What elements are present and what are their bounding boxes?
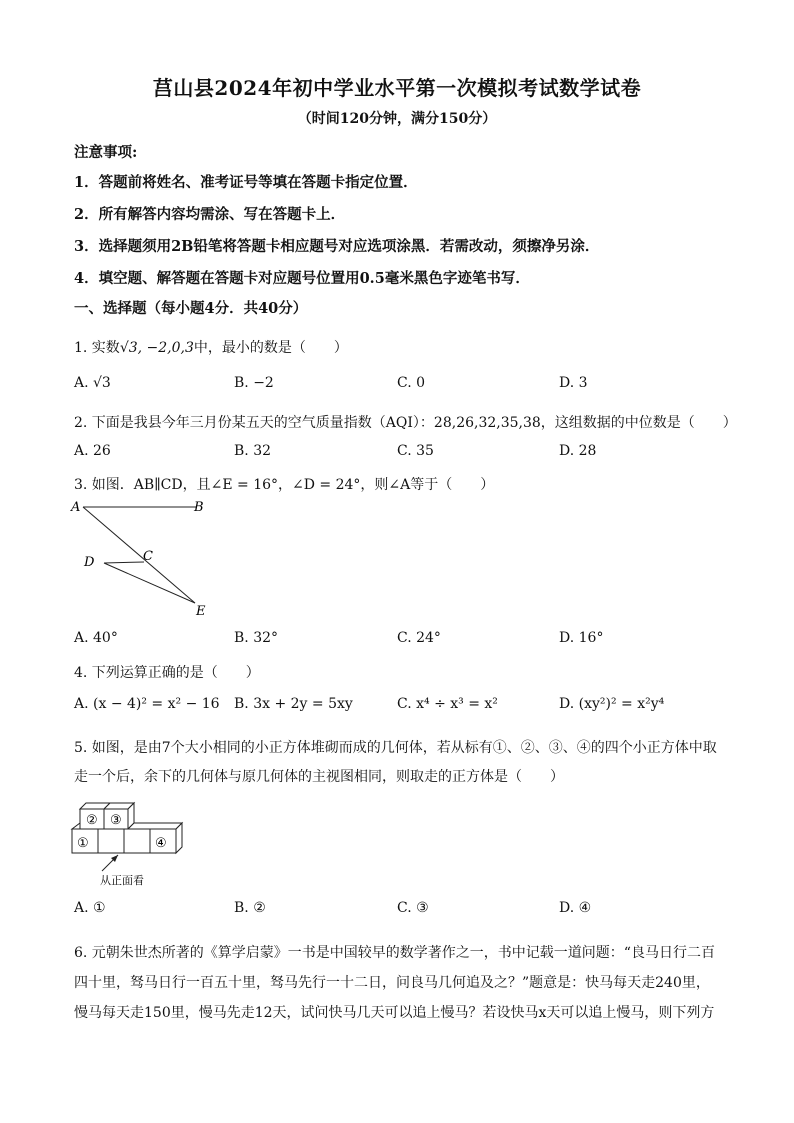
q5-option-a: A. ① [74, 900, 106, 916]
question-1-prefix: 1. 实数 [74, 340, 120, 356]
label-e: E [196, 604, 206, 619]
cube-label-2: ② [86, 813, 98, 828]
q4-option-c: C. x⁴ ÷ x³ = x² [397, 696, 498, 712]
question-5-line-1: 5. 如图，是由7个大小相同的小正方体堆砌而成的几何体，若从标有①、②、③、④的四个小正方体中取 [74, 740, 717, 756]
q1-option-b: B. −2 [234, 375, 274, 391]
question-1-suffix: 中，最小的数是（ ） [193, 340, 348, 356]
notice-item-4: 4．填空题、解答题在答题卡对应题号位置用0.5毫米黑色字迹笔书写． [74, 270, 530, 287]
cube-label-3: ③ [110, 813, 122, 828]
line-dc [104, 562, 144, 563]
geometry-figure [68, 496, 218, 621]
q5-option-c: C. ③ [397, 900, 429, 916]
line-de [104, 563, 195, 603]
question-6-line-3: 慢马每天走150里，慢马先走12天，试问快马几天可以追上慢马？若设快马x天可以追上慢马，则下列方 [74, 1005, 715, 1021]
question-3: 3. 如图．AB∥CD，且∠E = 16°，∠D = 24°，则∠A等于（ ） [74, 477, 495, 493]
question-2: 2. 下面是我县今年三月份某五天的空气质量指数（AQI）：28,26,32,35,38，这组数据的中位数是（ ） [74, 415, 737, 431]
q3-option-a: A. 40° [74, 630, 118, 646]
page-subtitle: （时间120分钟，满分150分） [297, 111, 497, 127]
q2-option-b: B. 32 [234, 443, 272, 459]
cube-caption: 从正面看 [100, 874, 144, 887]
q1-option-c: C. 0 [397, 375, 426, 391]
cube-label-4: ④ [155, 836, 167, 851]
line-ae [83, 507, 195, 603]
q4-option-d: D. (xy²)² = x²y⁴ [559, 696, 665, 712]
q4-option-a: A. (x − 4)² = x² − 16 [74, 696, 220, 712]
cube-figure [66, 793, 190, 887]
label-a: A [71, 500, 81, 515]
q2-option-c: C. 35 [397, 443, 434, 459]
question-5-line-2: 走一个后，余下的几何体与原几何体的主视图相同，则取走的正方体是（ ） [74, 769, 564, 785]
q2-option-a: A. 26 [74, 443, 111, 459]
q3-option-c: C. 24° [397, 630, 441, 646]
q3-option-b: B. 32° [234, 630, 279, 646]
q1-option-a: A. √3 [74, 375, 111, 391]
page-title: 莒山县2024年初中学业水平第一次模拟考试数学试卷 [152, 76, 642, 100]
q5-option-b: B. ② [234, 900, 266, 916]
q5-option-d: D. ④ [559, 900, 592, 916]
notice-item-1: 1．答题前将姓名、准考证号等填在答题卡指定位置． [74, 174, 418, 191]
label-c: C [143, 549, 153, 564]
question-1-math: √3, −2,0,3 [119, 340, 194, 356]
question-6-line-1: 6. 元朝朱世杰所著的《算学启蒙》一书是中国较早的数学著作之一，书中记载一道问题：“良马日行二百 [74, 945, 715, 961]
q1-option-d: D. 3 [559, 375, 588, 391]
q4-option-b: B. 3x + 2y = 5xy [234, 696, 353, 712]
question-1 [74, 337, 348, 357]
section-heading: 一、选择题（每小题4分．共40分） [74, 300, 308, 317]
notice-item-3: 3．选择题须用2B铅笔将答题卡相应题号对应选项涂黑．若需改动，须擦净另涂． [74, 238, 600, 255]
question-6-line-2: 四十里，驽马日行一百五十里，驽马先行一十二日，问良马几何追及之？”题意是：快马每天走240里， [74, 975, 710, 991]
label-b: B [194, 500, 204, 515]
cube-label-1: ① [77, 836, 89, 851]
label-d: D [84, 555, 95, 570]
q3-option-d: D. 16° [559, 630, 604, 646]
question-4: 4. 下列运算正确的是（ ） [74, 665, 260, 681]
notice-item-2: 2．所有解答内容均需涂、写在答题卡上． [74, 206, 346, 223]
notice-heading: 注意事项: [74, 144, 138, 161]
q2-option-d: D. 28 [559, 443, 597, 459]
